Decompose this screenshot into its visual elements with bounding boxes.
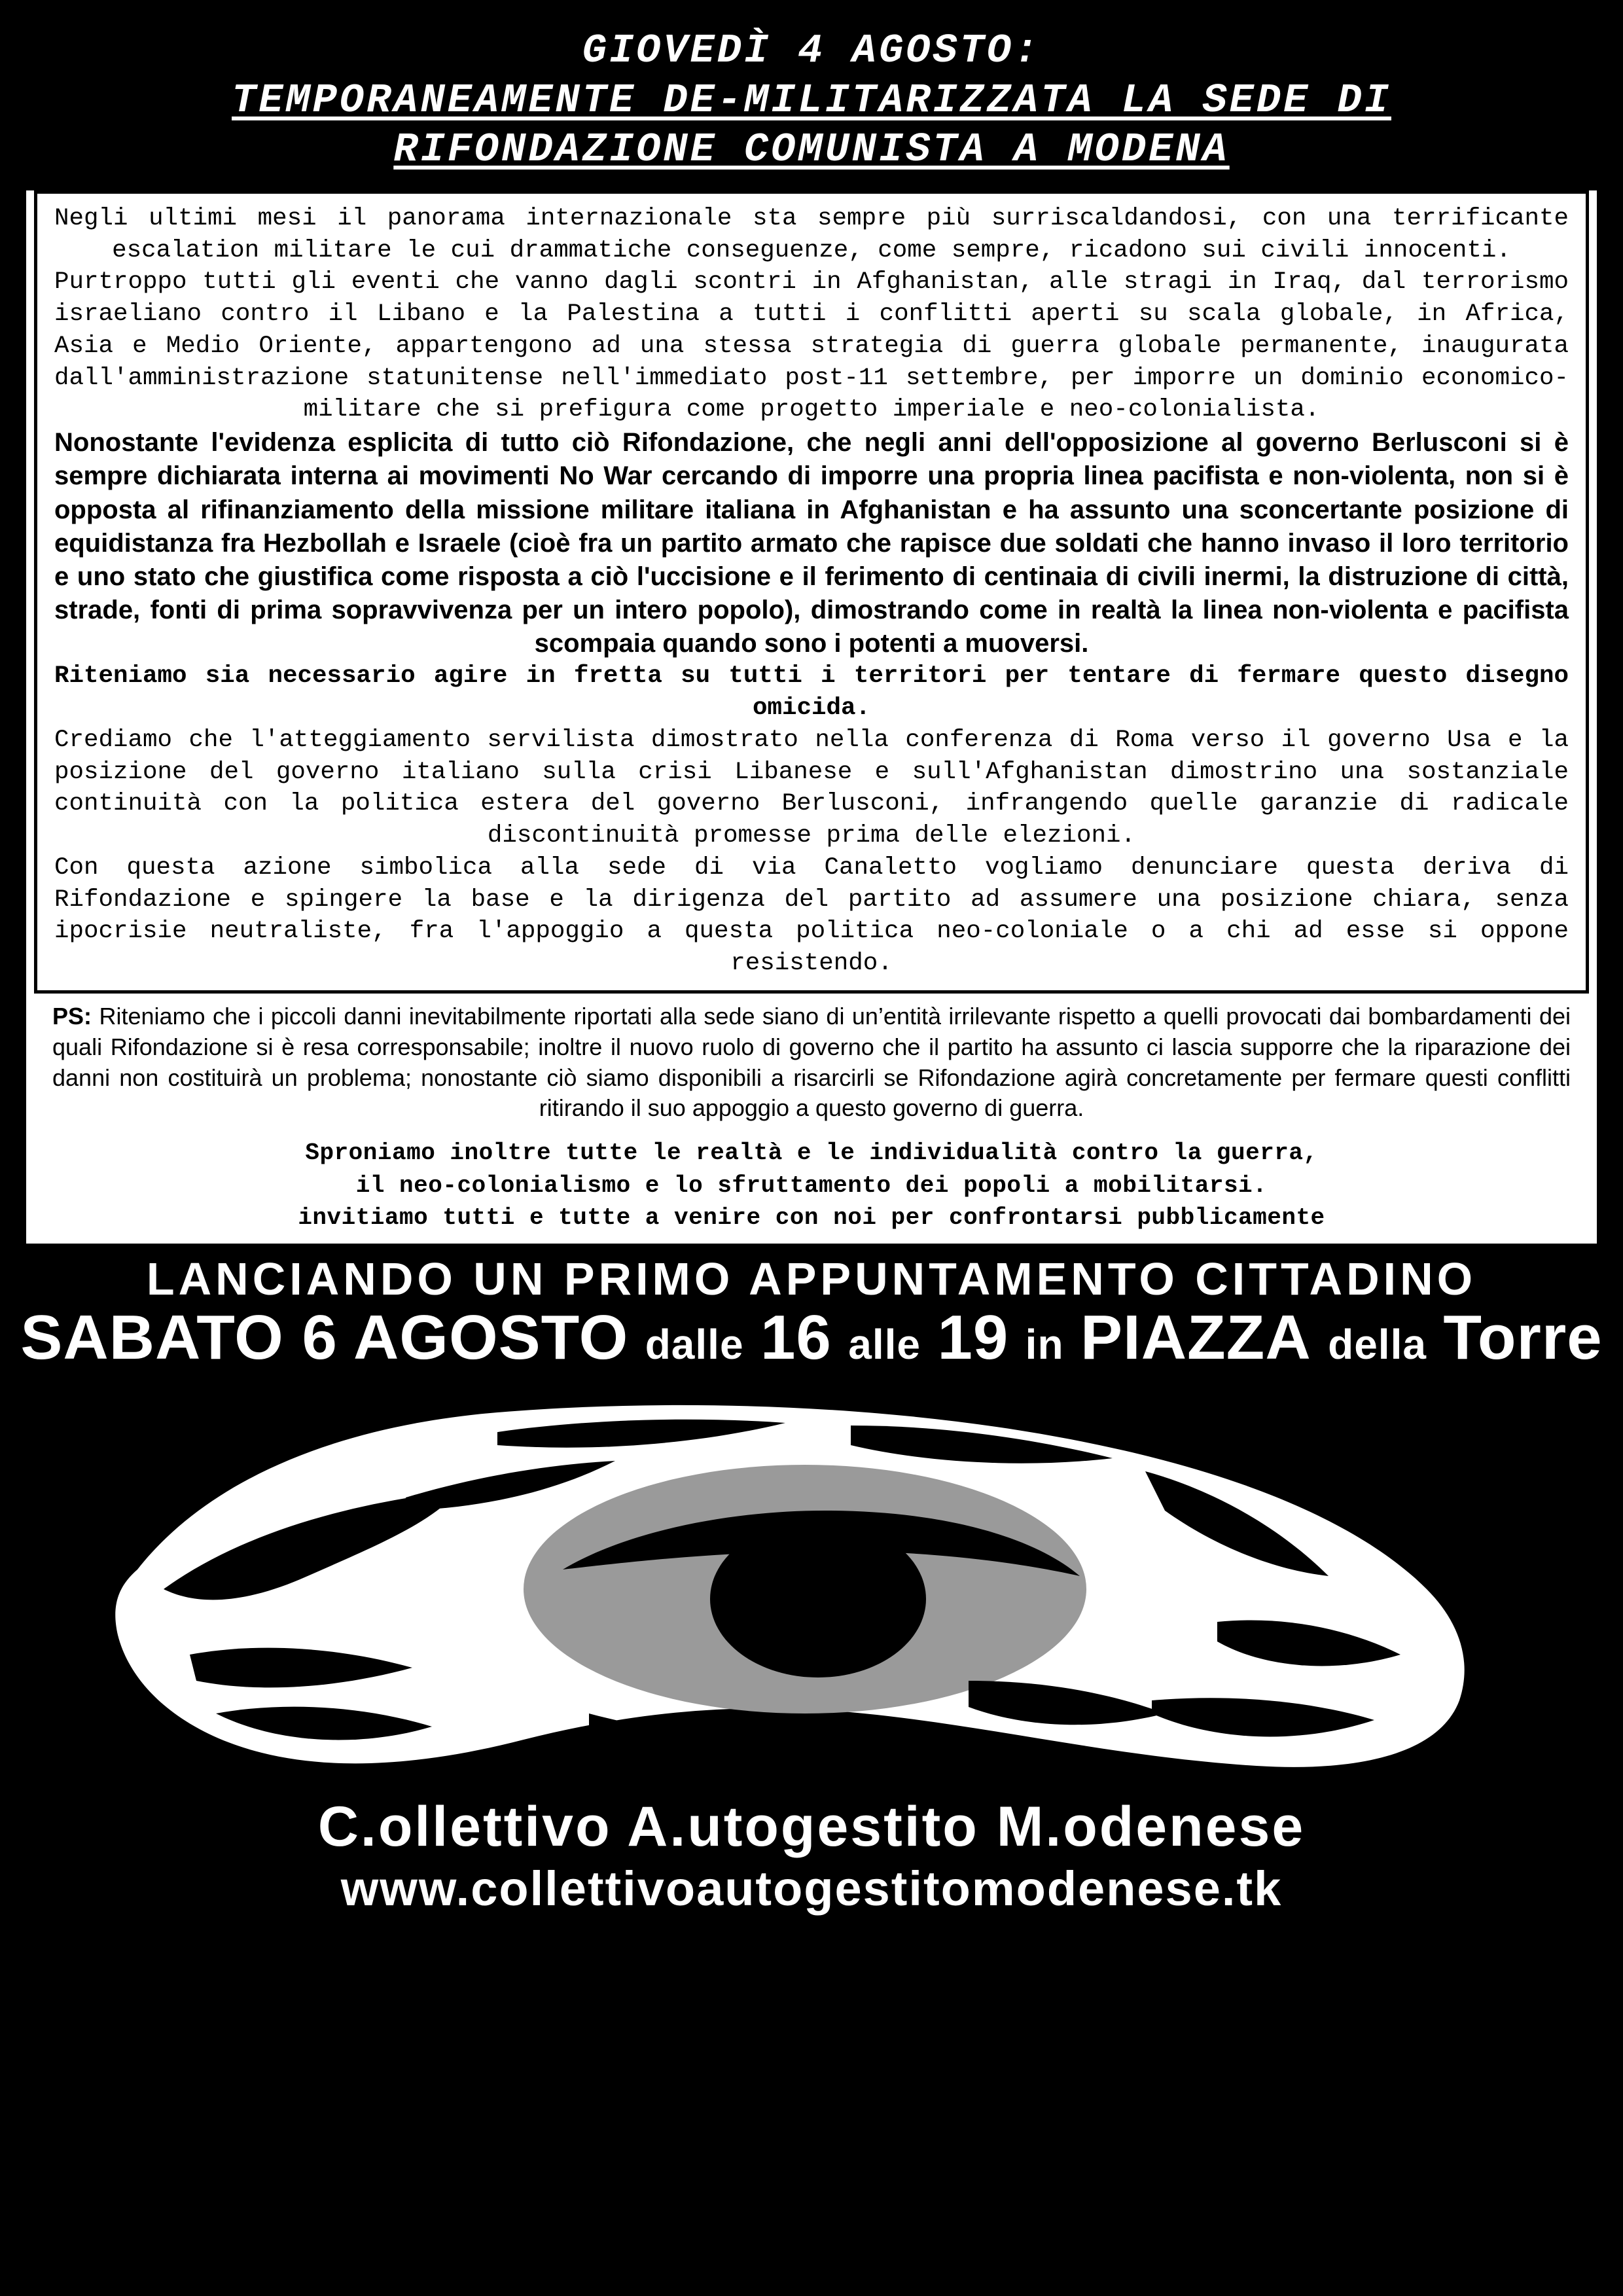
poster-body	[26, 190, 1597, 1244]
collective-signature: C.ollettivo A.utogestito M.odenese	[317, 1795, 1306, 1859]
event-place-name: Torre	[1443, 1302, 1603, 1373]
event-from-time: 16	[760, 1302, 832, 1373]
call-line-2: il neo-colonialismo e lo sfruttamento dei popoli a mobilitarsi.	[355, 1172, 1268, 1199]
paragraph-6: Con questa azione simbolica alla sede di via Canaletto vogliamo denunciare questa deriva di Rifondazione e spingere la base e la dirigenza del partito ad assumere una posizione chiara, senza ipocrisie neutraliste, fra l'appoggio a questa politica neo-coloniale o a chi ad esse si oppone resistendo.	[54, 853, 1569, 978]
call-to-action	[26, 1128, 1597, 1244]
paragraph-4: Riteniamo sia necessario agire in fretta su tutti i territori per tentare di fermare questo disegno omicida.	[54, 662, 1569, 723]
paragraph-1: Negli ultimi mesi il panorama internazionale sta sempre più surriscaldandosi, con una terrificante escalation militare le cui drammatiche conseguenze, come sempre, ricadono sui civili innocenti.	[54, 204, 1569, 264]
paragraph-2: Purtroppo tutti gli eventi che vanno dagli scontri in Afghanistan, alle stragi in Iraq, dal terrorismo israeliano contro il Libano e la Palestina a tutti i conflitti aperti su scala globale, in Africa, Asia e Medio Oriente, appartengono ad una stessa strategia di guerra globale permanente, inaugurata dall'amministrazione statunitense nell'immediato post-11 settembre, per imporre un dominio economico-militare che si prefigura come progetto imperiale e neo-colonialista.	[54, 268, 1569, 424]
event-place: PIAZZA	[1080, 1302, 1311, 1373]
paragraph-3: Nonostante l'evidenza esplicita di tutto ciò Rifondazione, che negli anni dell'opposizione al governo Berlusconi si è sempre dichiarata interna ai movimenti No War cercando di imporre una propria linea pacifista e non-violenta, non si è opposta al rifinanziamento della missione militare italiana in Afghanistan e ha assunto una sconcertante posizione di equidistanza fra Hezbollah e Israele (cioè fra un partito armato che rapisce due soldati che hanno invaso il loro territorio e uno stato che giustifica come risposta a ciò l'uccisione e il ferimento di centinaia di civili inermi, la distruzione di città, strade, fonti di prima sopravvivenza per un intero popolo), dimostrando come in realtà la linea non-violenta e pacifista scompaia quando sono i potenti a muoversi.	[54, 428, 1569, 658]
header-line-2: TEMPORANEAMENTE DE-MILITARIZZATA LA SEDE DI	[232, 77, 1391, 124]
postscript-label: PS:	[52, 1002, 92, 1030]
event-to-word: alle	[848, 1321, 921, 1369]
call-line-3: invitiamo tutti e tutte a venire con noi per confrontarsi pubblicamente	[298, 1204, 1325, 1232]
poster-footer	[0, 1244, 1623, 1933]
postscript	[26, 994, 1597, 1128]
event-place-of: della	[1328, 1321, 1427, 1369]
main-text-box	[34, 190, 1589, 994]
event-from-word: dalle	[645, 1321, 744, 1369]
appointment-headline: LANCIANDO UN PRIMO APPUNTAMENTO CITTADINO	[146, 1253, 1477, 1305]
collective-website[interactable]: www.collettivoautogestitomodenese.tk	[340, 1861, 1283, 1916]
eye-graphic	[0, 1373, 1623, 1792]
paragraph-5: Crediamo che l'atteggiamento servilista dimostrato nella conferenza di Roma verso il governo Usa e la posizione del governo italiano sulla crisi Libanese e sull'Afghanistan dimostrino una sostanziale continuità con la politica estera del governo Berlusconi, infrangendo quelle garanzie di radicale discontinuità promesse prima delle elezioni.	[54, 726, 1569, 850]
header-line-1: GIOVEDÌ 4 AGOSTO:	[582, 27, 1041, 74]
eye-artwork	[0, 1373, 1623, 1792]
event-date: SABATO 6 AGOSTO	[20, 1302, 629, 1373]
call-line-1: Sproniamo inoltre tutte le realtà e le individualità contro la guerra,	[305, 1139, 1318, 1167]
poster-header	[0, 0, 1623, 187]
postscript-text: Riteniamo che i piccoli danni inevitabilmente riportati alla sede siano di un’entità irrilevante rispetto a quelli provocati dai bombardamenti dei quali Rifondazione si è resa corresponsabile; inoltre il nuovo ruolo di governo che il partito ha assunto ci lascia supporre che la riparazione dei danni non costituirà un problema; nonostante ciò siamo disponibili a risarcirli se Rifondazione agirà concretamente per fermare questi conflitti ritirando il suo appoggio a questo governo di guerra.	[52, 1002, 1571, 1122]
event-to-time: 19	[937, 1302, 1009, 1373]
header-line-3: RIFONDAZIONE COMUNISTA A MODENA	[393, 126, 1230, 173]
event-date-line	[0, 1302, 1623, 1373]
event-place-preposition: in	[1025, 1321, 1064, 1369]
